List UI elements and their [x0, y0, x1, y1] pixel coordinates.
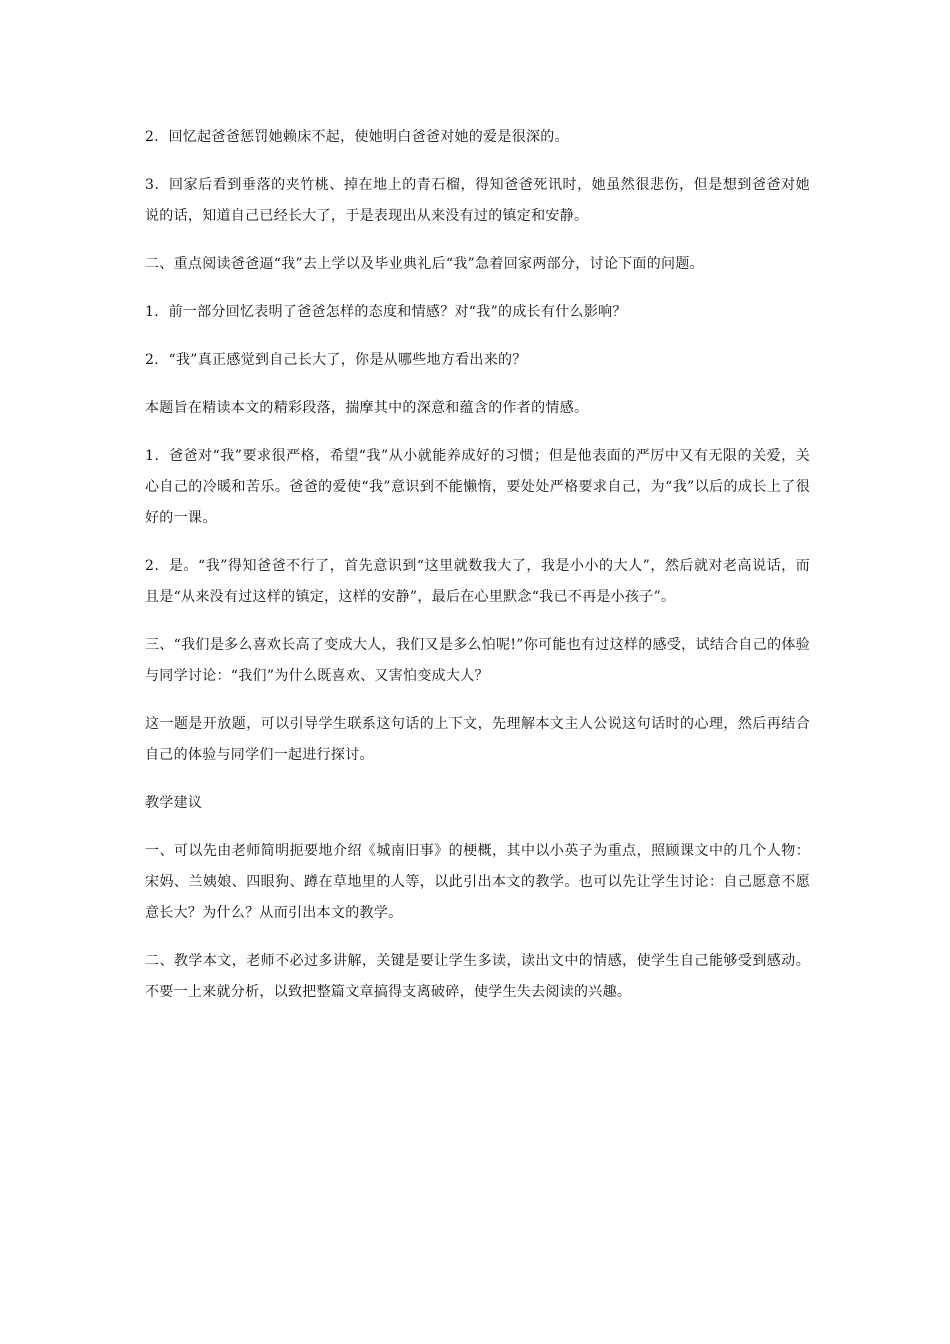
- paragraph-answer-1: 1．爸爸对“我”要求很严格，希望“我”从小就能养成好的习惯；但是他表面的严厉中又有无限的关爱，关心自己的冷暖和苦乐。爸爸的爱使“我”意识到不能懒惰，要处处严格要求自己，为“我”以后的成长上了很好的一课。: [145, 448, 810, 526]
- paragraph-question-1: 1．前一部分回忆表明了爸爸怎样的态度和情感？对“我”的成长有什么影响？: [145, 304, 627, 320]
- paragraph-purpose: 本题旨在精读本文的精彩段落，揣摩其中的深意和蕴含的作者的情感。: [145, 400, 589, 416]
- paragraph-open-question: 这一题是开放题，可以引导学生联系这句话的上下文，先理解本文主人公说这句话时的心理，然后再结合自己的体验与同学们一起进行探讨。: [145, 716, 810, 763]
- paragraph-section-three-question: 三、“我们是多么喜欢长高了变成大人，我们又是多么怕呢!”你可能也有过这样的感受，试结合自己的体验与同学讨论：“我们”为什么既喜欢、又害怕变成大人？: [145, 637, 810, 684]
- heading-teaching-suggestions: 教学建议: [145, 795, 203, 811]
- paragraph-recall-punishment: 2．回忆起爸爸惩罚她赖床不起，使她明白爸爸对她的爱是很深的。: [145, 129, 569, 145]
- paragraph-suggestion-1: 一、可以先由老师简明扼要地介绍《城南旧事》的梗概，其中以小英子为重点，照顾课文中的几个人物：宋妈、兰姨娘、四眼狗、蹲在草地里的人等，以此引出本文的教学。也可以先让学生讨论：自己愿意不愿意长大？为什么？从而引出本文的教学。: [145, 843, 810, 921]
- paragraph-section-two-question: 二、重点阅读爸爸逼“我”去上学以及毕业典礼后“我”急着回家两部分，讨论下面的问题。: [145, 256, 704, 272]
- paragraph-answer-2: 2．是。“我”得知爸爸不行了，首先意识到“这里就数我大了，我是小小的大人”，然后就对老高说话，而且是“从来没有过这样的镇定，这样的安静”，最后在心里默念“我已不再是小孩子”。: [145, 558, 810, 605]
- document-body: [145, 122, 810, 1025]
- paragraph-suggestion-2: 二、教学本文，老师不必过多讲解，关键是要让学生多读，读出文中的情感，使学生自己能够受到感动。不要一上来就分析，以致把整篇文章搞得支离破碎，使学生失去阅读的兴趣。: [145, 953, 810, 1000]
- paragraph-question-2: 2．“我”真正感觉到自己长大了，你是从哪些地方看出来的？: [145, 352, 527, 368]
- paragraph-father-death: 3．回家后看到垂落的夹竹桃、掉在地上的青石榴，得知爸爸死讯时，她虽然很悲伤，但是想到爸爸对她说的话，知道自己已经长大了，于是表现出从来没有过的镇定和安静。: [145, 177, 810, 224]
